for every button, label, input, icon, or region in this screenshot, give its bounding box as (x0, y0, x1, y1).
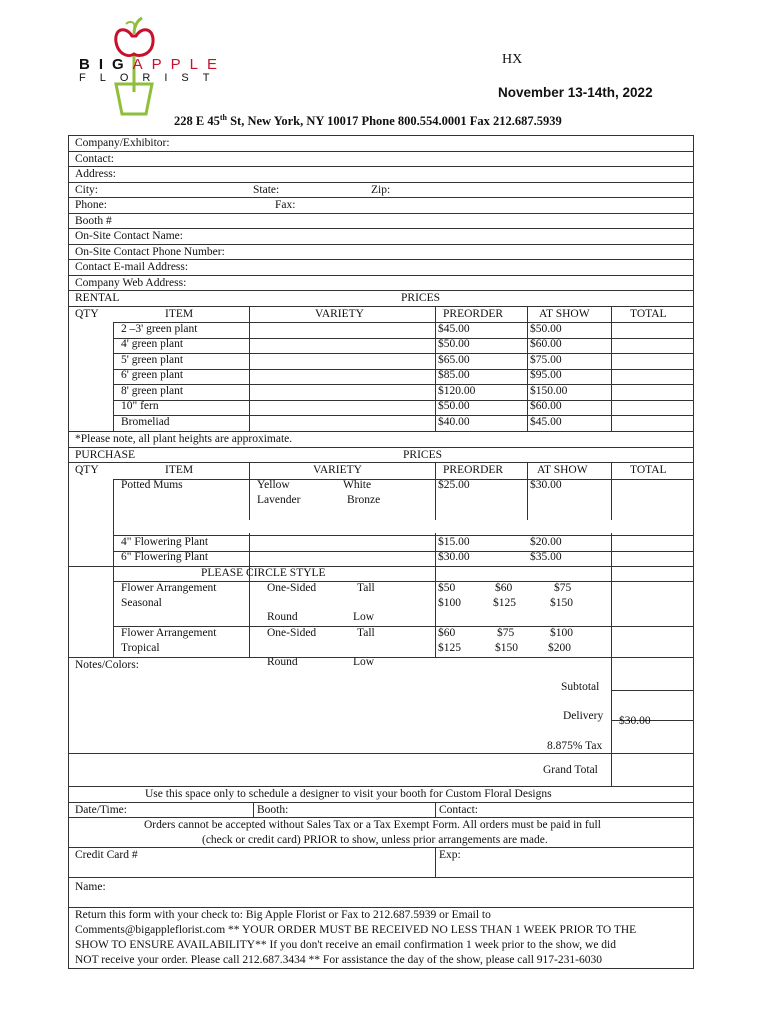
orders-note-1: Orders cannot be accepted without Sales Tax or a Tax Exempt Form. All orders must be paid in full (144, 819, 601, 831)
rental-item: 10" fern (121, 400, 159, 412)
form-code: HX (502, 52, 523, 67)
rental-atshow: $150.00 (530, 384, 568, 397)
rental-title: RENTAL (75, 292, 120, 304)
booth-label: Booth # (75, 214, 112, 227)
rental-preorder: $40.00 (438, 415, 470, 428)
seasonal-style-tall[interactable]: Tall (357, 582, 375, 594)
purchase-section-header (69, 448, 693, 464)
flowering4-preorder: $15.00 (438, 536, 470, 548)
zip-label: Zip: (371, 183, 391, 196)
credit-card-label: Credit Card # (75, 849, 138, 861)
rental-preorder: $65.00 (438, 353, 470, 366)
rental-variety-header: VARIETY (315, 307, 364, 320)
web-label: Company Web Address: (75, 276, 187, 289)
footer-line-2: Comments@bigappleflorist.com ** YOUR ORDER MUST BE RECEIVED NO LESS THAN 1 WEEK PRIOR TO THE (75, 924, 637, 936)
address-field[interactable] (69, 167, 693, 183)
grand-total-label: Grand Total (543, 764, 598, 776)
rental-total-header: TOTAL (630, 307, 667, 320)
orders-note-2: (check or credit card) PRIOR to show, unless prior arrangements are made. (202, 834, 548, 846)
notes-label: Notes/Colors: (75, 659, 139, 671)
mums-variety-lavender[interactable]: Lavender (257, 494, 301, 506)
state-label: State: (253, 183, 280, 196)
tropical-item-2: Tropical (121, 642, 160, 654)
credit-card-row[interactable] (69, 848, 693, 878)
rental-row-divider (113, 338, 693, 339)
rental-atshow: $75.00 (530, 353, 562, 366)
mums-variety-white[interactable]: White (343, 479, 372, 491)
rental-note: *Please note, all plant heights are approximate. (75, 432, 293, 445)
footer-line-4: NOT receive your order. Please call 212.687.3434 ** For assistance the day of the show, please call 917-231-6030 (75, 954, 602, 966)
mums-variety-bronze[interactable]: Bronze (347, 494, 381, 506)
phone-label: Phone: (75, 199, 107, 211)
rental-table (69, 307, 693, 432)
seasonal-style-round[interactable]: Round (267, 611, 298, 623)
address-line: 228 E 45th St, New York, NY 10017 Phone 800.554.0001 Fax 212.687.5939 (174, 113, 562, 129)
flowering4-atshow: $20.00 (530, 536, 562, 548)
rental-preorder-header: PREORDER (443, 307, 504, 320)
contact-label: Contact: (75, 152, 114, 165)
rental-item: Bromeliad (121, 415, 170, 428)
logo-text-big: BIG (79, 56, 133, 73)
mums-atshow: $30.00 (530, 479, 562, 491)
flowering6-atshow: $35.00 (530, 551, 562, 563)
rental-item: 6' green plant (121, 369, 184, 381)
tropical-item-1: Flower Arrangement (121, 627, 217, 639)
logo-text-florist: FLORIST (79, 72, 224, 84)
rental-preorder: $50.00 (438, 400, 470, 412)
fax-label: Fax: (275, 199, 296, 211)
onsite-name-label: On-Site Contact Name: (75, 230, 183, 242)
rental-row-divider (113, 384, 693, 385)
flowering6-preorder: $30.00 (438, 551, 470, 563)
rental-qty-header: QTY (75, 307, 99, 320)
tropical-price-5[interactable]: $150 (495, 642, 518, 654)
designer-title-row (69, 787, 693, 803)
rental-prices-label: PRICES (401, 292, 440, 304)
city-label: City: (75, 183, 99, 196)
seasonal-price-2[interactable]: $60 (495, 582, 513, 594)
footer-instructions (69, 908, 693, 968)
mums-preorder: $25.00 (438, 479, 470, 491)
order-form (68, 135, 694, 969)
circle-style-label: PLEASE CIRCLE STYLE (201, 567, 326, 579)
seasonal-style-low[interactable]: Low (353, 611, 375, 623)
purchase-qty-header: QTY (75, 464, 99, 476)
rental-row-divider (113, 322, 693, 323)
rental-preorder: $120.00 (438, 384, 476, 397)
seasonal-price-4[interactable]: $100 (438, 597, 461, 609)
phone-fax-field[interactable] (69, 198, 693, 214)
tropical-price-6[interactable]: $200 (548, 642, 571, 654)
designer-booth-label: Booth: (257, 803, 289, 816)
rental-atshow: $95.00 (530, 369, 562, 381)
designer-fields-row[interactable] (69, 803, 693, 819)
seasonal-price-6[interactable]: $150 (550, 597, 573, 609)
orders-note-row (69, 818, 693, 848)
seasonal-style-onesided[interactable]: One-Sided (267, 582, 317, 594)
footer-line-1: Return this form with your check to: Big Apple Florist or Fax to 212.687.5939 or Email to (75, 909, 491, 921)
seasonal-price-1[interactable]: $50 (438, 582, 456, 594)
tropical-price-1[interactable]: $60 (438, 627, 456, 639)
seasonal-price-3[interactable]: $75 (554, 582, 572, 594)
designer-datetime-label: Date/Time: (75, 803, 127, 816)
purchase-prices-label: PRICES (403, 448, 442, 461)
company-field[interactable] (69, 136, 693, 152)
tropical-price-4[interactable]: $125 (438, 642, 461, 654)
web-field[interactable] (69, 276, 693, 292)
rental-atshow: $60.00 (530, 400, 562, 412)
rental-item: 5' green plant (121, 353, 184, 366)
booth-field[interactable] (69, 214, 693, 230)
city-state-zip-field[interactable] (69, 183, 693, 199)
tropical-price-3[interactable]: $100 (550, 627, 573, 639)
footer-line-3: SHOW TO ENSURE AVAILABILITY** If you don't receive an email confirmation 1 week prior to the show, we did (75, 939, 616, 951)
rental-item: 4' green plant (121, 338, 184, 350)
tropical-style-tall[interactable]: Tall (357, 627, 375, 639)
logo (76, 14, 236, 119)
subtotal-label: Subtotal (561, 681, 600, 693)
mums-variety-yellow[interactable]: Yellow (257, 479, 290, 491)
exp-label: Exp: (439, 849, 461, 861)
rental-atshow: $50.00 (530, 322, 562, 335)
purchase-variety-header: VARIETY (313, 464, 362, 476)
flowering6-item: 6" Flowering Plant (121, 551, 209, 563)
notes-totals-section (69, 657, 693, 787)
email-field[interactable] (69, 260, 693, 276)
tropical-style-round[interactable]: Round (267, 656, 298, 668)
rental-preorder: $85.00 (438, 369, 470, 381)
email-label: Contact E-mail Address: (75, 261, 189, 273)
logo-text-apple: APPLE (132, 56, 227, 73)
tropical-style-onesided[interactable]: One-Sided (267, 627, 317, 639)
rental-preorder: $50.00 (438, 338, 470, 350)
onsite-phone-label: On-Site Contact Phone Number: (75, 245, 225, 258)
rental-note-row (69, 432, 693, 448)
purchase-total-header: TOTAL (630, 464, 667, 476)
address-label: Address: (75, 168, 116, 180)
rental-row-divider (113, 400, 693, 401)
tax-label: 8.875% Tax (547, 740, 603, 752)
rental-row-divider (113, 369, 693, 370)
rental-preorder: $45.00 (438, 322, 470, 335)
name-row[interactable] (69, 878, 693, 908)
notes-area[interactable] (69, 658, 609, 753)
tropical-style-low[interactable]: Low (353, 656, 375, 668)
rental-atshow-header: AT SHOW (539, 307, 590, 320)
rental-atshow: $60.00 (530, 338, 562, 350)
company-label: Company/Exhibitor: (75, 137, 170, 149)
flowering4-item: 4" Flowering Plant (121, 536, 209, 548)
event-date: November 13-14th, 2022 (498, 85, 653, 100)
rental-atshow: $45.00 (530, 415, 562, 428)
onsite-name-field[interactable] (69, 229, 693, 245)
purchase-preorder-header: PREORDER (443, 464, 504, 476)
delivery-value: $30.00 (619, 715, 651, 727)
contact-field[interactable] (69, 152, 693, 168)
rental-row-divider (113, 415, 693, 416)
rental-item-header: ITEM (165, 307, 194, 320)
purchase-item-header: ITEM (165, 464, 194, 476)
seasonal-item-1: Flower Arrangement (121, 582, 217, 594)
purchase-atshow-header: AT SHOW (537, 464, 588, 476)
tropical-price-2[interactable]: $75 (497, 627, 515, 639)
designer-title: Use this space only to schedule a designer to visit your booth for Custom Floral Designs (145, 788, 552, 800)
rental-item: 2 –3' green plant (121, 322, 198, 335)
rental-section-header (69, 291, 693, 307)
name-label: Name: (75, 881, 106, 893)
designer-contact-label: Contact: (439, 803, 478, 816)
rental-item: 8' green plant (121, 384, 184, 397)
seasonal-item-2: Seasonal (121, 597, 162, 609)
delivery-label: Delivery (563, 710, 604, 722)
purchase-title: PURCHASE (75, 448, 136, 461)
onsite-phone-field[interactable] (69, 245, 693, 261)
mums-item: Potted Mums (121, 479, 183, 491)
rental-row-divider (113, 353, 693, 354)
seasonal-price-5[interactable]: $125 (493, 597, 516, 609)
